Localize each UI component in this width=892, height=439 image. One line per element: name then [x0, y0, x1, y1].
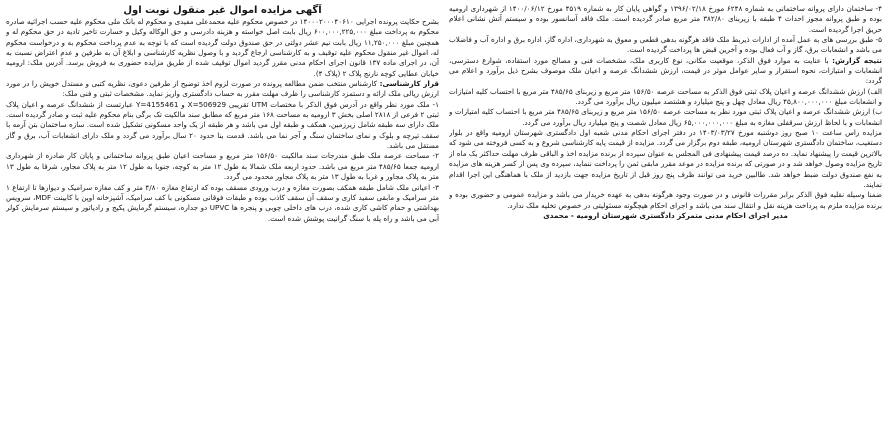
- office-signature: مدیر اجرای احکام مدنی متمرکز دادگستری شهرستان ارومیه - محمدی: [543, 210, 788, 220]
- notice-title: آگهی مزایده اموال غیر منقول نوبت اول: [123, 5, 322, 16]
- property-item-3: ۳- اعیانی ملک شامل طبقه همکف بصورت مغازه و درب ورودی مسقف بوده که ارتفاع مغازه ۴/۸۰ متر و کف مغازه سرامیک و دیوارها تا ارتفاع ۱ متر سرامیک و مابقی سفید کاری و سقف آن سقف کاذب بوده و طبقات فوقانی مسکونی با کف سرامیک، آشپزخانه اوپن با کابینت MDF، سرویس بهداشتی و حمام کاشی کاری شده، درب های داخلی چوبی و پنجره ها UPVC دو جداره، سیستم گرمایش پکیج و رادیاتور و سیستم سرمایش کولر آبی می باشد و راه پله با سنگ گرانیت پوشش شده است.: [6, 182, 439, 223]
- property-item-4: ۴- ساختمان دارای پروانه ساختمانی به شماره ۶۲۴۸ مورخ ۱۳۹۶/۰۲/۱۸ و گواهی پایان کار به شماره ۴۵۱۹ مورخ ۱۴۰۰/۰۶/۱۲ از شهرداری ارومیه بوده و طبق پروانه مجوز احداث ۴ طبقه با زیربنای ۳۸۲/۸۰ متر مربع صادر گردیده است. ملک فاقد آسانسور بوده و سیستم آتش نشانی اعلام حریق اجرا گردیده است.: [449, 4, 882, 34]
- valuation-a: الف) ارزش ششدانگ عرصه و اعیان پلاک ثبتی فوق الذکر به مساحت عرصه ۱۵۶/۵۰ متر مربع و زیربنای ۴۸۵/۶۵ متر مربع با احتساب کلیه امتیازات و انشعابات مبلغ ۴۵,۸۰۰,۰۰۰,۰۰۰ ریال معادل چهل و پنج میلیارد و هشتصد میلیون ریال برآورد می گردد.: [449, 86, 882, 107]
- final-note: ضمنا وسیله نقلیه فوق الذکر برابر مقررات قانونی و در صورت وجود هرگونه بدهی به عهده خریدار می باشد و مزایده عمومی و حضوری بوده و برنده مزایده ملزم به پرداخت هزینه نقل و انتقال سند می باشد و اجرای احکام هیچگونه مسئولیتی در خصوص تخلیه ملک ندارد.: [449, 190, 882, 210]
- notice-intro: بشرح حکایت پرونده اجرایی ۱۴۰۰۰۲۰۰۰۴۰۶۱۰ در خصوص محکوم علیه محمدعلی مفیدی و محکوم له بانک ملی محکوم علیه حسب اجرائیه صادره محکوم به پرداخت مبلغ ۶۰۰,۰۰۰,۲۲۵,۰۰۰ ریال بابت اصل خواسته و هزینه دادرسی و حق الوکاله وکیل و خسارت تاخیر تادیه در حق محکوم له و همچنین مبلغ ۱۱,۲۵۰,۰۰۰ ریال بابت نیم عشر دولتی در حق صندوق دولت گردیده است که با توجه به عدم پرداخت محکوم به و درخواست محکوم له، اموال غیر منقول محکوم علیه توقیف و به کارشناسی ارجاع گردید و با وصول نظریه کارشناسی و ابلاغ آن به طرفین و عدم اعتراض نسبت به آن، در اجرای ماده ۱۳۷ قانون اجرای احکام مدنی مقرر گردید اموال توقیف شده از طریق مزایده حضوری به فروش برسد. آدرس ملک: ارومیه خیابان عطایی کوچه نارنج پلاک ۲ (پلاک ۴).: [6, 17, 439, 78]
- notice-column-left: [449, 4, 882, 435]
- experts-text: کارشناس منتخب ضمن مطالعه پرونده در صورت لزوم اخذ توضیح از طرفین دعوی، نظریه کتبی و مستدل خویش را در مورد ارزش ریالی ملک ارائه و دستمزد کارشناسی را ظرف مهلت مقرر به حساب دادگستری واریز نماید. مشخصات ثبتی و فنی ملک:: [6, 79, 439, 99]
- property-item-5: ۵- طبق بررسی های به عمل آمده از ادارات ذیربط ملک فاقد هرگونه بدهی قطعی و معوق به شهرداری، اداره گاز، اداره برق و اداره آب و فاضلاب می باشد و انشعابات برق، گاز و آب فعال بوده و آخرین قبض ها پرداخت گردیده است.: [449, 35, 882, 55]
- experts-heading: قرار کارشناسی:: [379, 79, 439, 89]
- conclusion-heading: نتیجه گزارش:: [832, 55, 882, 65]
- property-item-2: ۲- مساحت عرصه ملک طبق مندرجات سند مالکیت ۱۵۶/۵۰ متر مربع و مساحت اعیان طبق پروانه ساختمانی و پایان کار صادره از شهرداری ارومیه جمعا ۴۸۵/۶۵ متر مربع می باشد. حدود اربعه ملک شمالا به طول ۱۲ متر به کوچه، جنوبا به طول ۱۲ متر به پلاک مجاور، شرقا به طول ۱۳ متر به پلاک مجاور و غربا به طول ۱۳ متر به پلاک مجاور محدود می گردد.: [6, 151, 439, 182]
- property-item-1: ۱- ملک مورد نظر واقع در آدرس فوق الذکر با مختصات UTM تقریبی X=506929 و Y=4155461 عبارتست از ششدانگ عرصه و اعیان پلاک ثبتی ۲ فرعی از ۲۸۱۸ اصلی بخش ۳ ارومیه به مساحت ۱۶۸ متر مربع که مطابق سند مالکیت تک برگی بنام محکوم علیه ثبت و صادر گردیده است. ملک دارای سه طبقه شامل زیرزمین، همکف و طبقه اول می باشد و هر طبقه از یک واحد مسکونی تشکیل شده است. سازه ساختمان بتن آرمه با سقف تیرچه و بلوک و نمای ساختمان سنگ و آجر نما می باشد. قدمت بنا حدود ۲۰ سال برآورد می گردد و ملک دارای انشعابات آب، برق و گاز مستقل می باشد.: [6, 99, 439, 151]
- valuation-b: ب) ارزش ششدانگ عرصه و اعیان پلاک ثبتی مورد نظر به مساحت عرصه ۱۵۶/۵۰ متر مربع و زیربنای ۴۸۵/۶۵ متر مربع با احتساب کلیه امتیازات و انشعابات و با لحاظ ارزش سرقفلی مغازه به مبلغ ۶۵,۰۰۰,۰۰۰,۰۰۰ ریال معادل شصت و پنج میلیارد ریال برآورد می گردد.: [449, 107, 882, 127]
- auction-details: مزایده راس ساعت ۱۰ صبح روز دوشنبه مورخ ۱۴۰۳/۰۳/۲۷ در دفتر اجرای احکام مدنی شعبه اول دادگستری شهرستان ارومیه واقع در بلوار دستغیب، ساختمان دادگستری شهرستان ارومیه، طبقه دوم برگزار می گردد. مزایده از قیمت پایه کارشناسی شروع و به کسی فروخته می شود که بالاترین قیمت را پیشنهاد نماید. ده درصد قیمت پیشنهادی فی المجلس به عنوان سپرده از برنده مزایده اخذ و الباقی ظرف مهلت حداکثر یک ماه از تاریخ مزایده وصول خواهد شد و در صورتی که برنده مزایده در موعد مقرر مابقی ثمن را پرداخت ننماید، سپرده وی پس از کسر هزینه های مزایده به نفع صندوق دولت ضبط خواهد شد. طالبین خرید می توانند ظرف پنج روز قبل از تاریخ مزایده جهت بازدید از ملک با هماهنگی این اجرا اقدام نمایند.: [449, 128, 882, 189]
- notice-column-right: [6, 4, 439, 435]
- conclusion-text: با عنایت به موارد فوق الذکر، موقعیت مکانی، نوع کاربری ملک، مشخصات فنی و مصالح مورد استفاده، شوارع دسترسی، انشعابات و امتیازات، نحوه استقرار و سایر عوامل موثر در قیمت، ارزش ششدانگ عرصه و اعیان ملک موصوف بشرح ذیل برآورد و اعلام می گردد:: [449, 55, 882, 86]
